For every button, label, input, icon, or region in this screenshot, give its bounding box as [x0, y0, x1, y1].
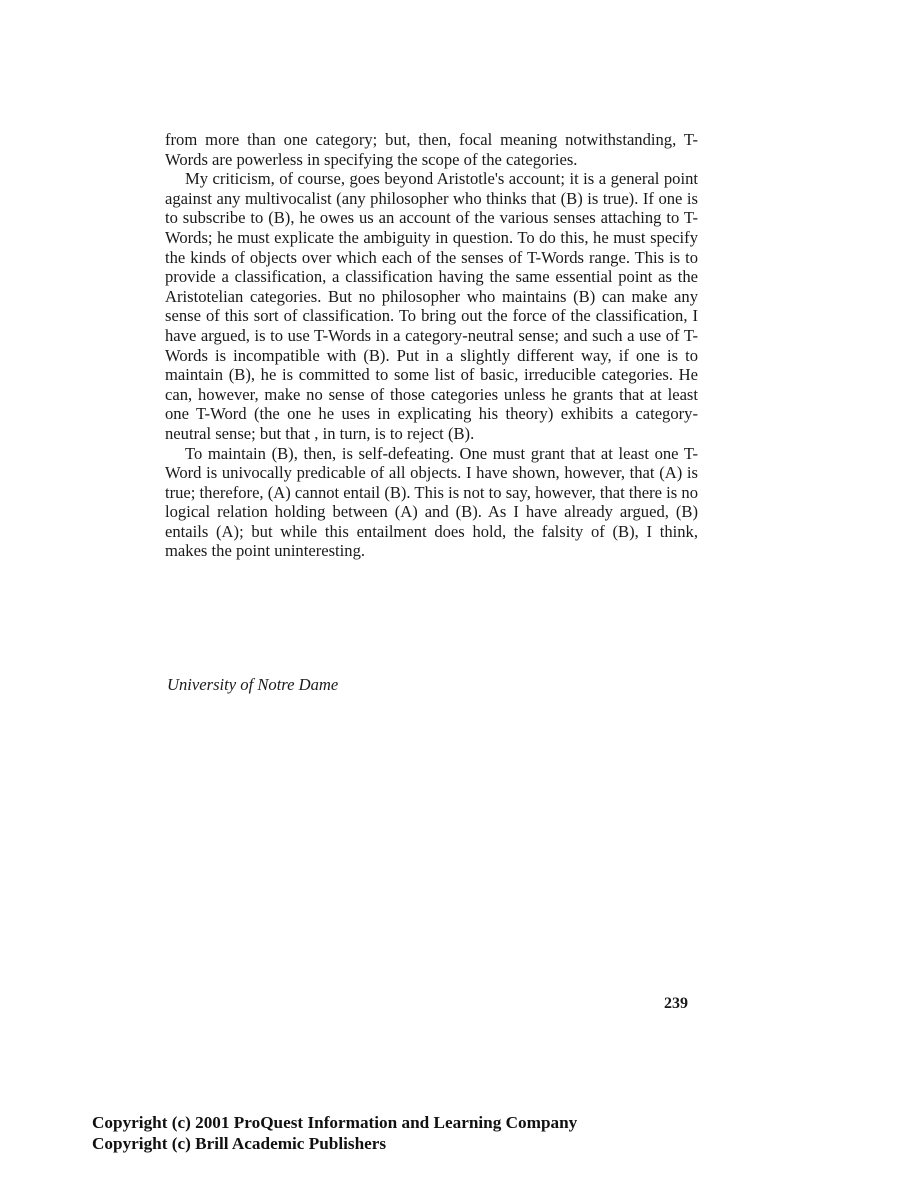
paragraph-conclusion: To maintain (B), then, is self-defeating. One must grant that at least one T-Word is univocally predicable of all objects. I have shown, however, that (A) is true; therefore, (A) cannot entail (B). This is not to say, however, that there is no logical relation holding between (A) and (B). As I have already argued, (B) entails (A); but while this entailment does hold, the falsity of (B), I think, makes the point uninteresting.	[165, 443, 698, 561]
copyright-line: Copyright (c) Brill Academic Publishers	[92, 1134, 387, 1153]
paragraph-criticism: My criticism, of course, goes beyond Aristotle's account; it is a general point against any multivocalist (any philosopher who thinks that (B) is true). If one is to subscribe to (B), he owes us an account of the various senses attaching to T-Words; he must explicate the ambiguity in question. To do this, he must specify the kinds of objects over which each of the senses of T-Words range. This is to provide a classification, a classification having the same essential point as the Aristotelian categories. But no philosopher who maintains (B) can make any sense of this sort of classification. To bring out the force of the classification, I have argued, is to use T-Words in a category-neutral sense; and such a use of T-Words is incompatible with (B). Put in a slightly different way, if one is to maintain (B), he is committed to some list of basic, irreducible categories. He can, however, make no sense of those categories unless he grants that at least one T-Word (the one he uses in explicating his theory) exhibits a category-neutral sense; but that , in turn, is to reject (B).	[165, 169, 698, 443]
article-body	[165, 130, 698, 561]
copyright-footer	[92, 1112, 577, 1154]
paragraph-continuation: from more than one category; but, then, focal meaning notwithstanding, T-Words are powerless in specifying the scope of the categories.	[165, 130, 698, 169]
author-affiliation: University of Notre Dame	[167, 675, 339, 694]
page-number: 239	[664, 995, 688, 1012]
copyright-line: Copyright (c) 2001 ProQuest Information and Learning Company	[92, 1113, 578, 1132]
